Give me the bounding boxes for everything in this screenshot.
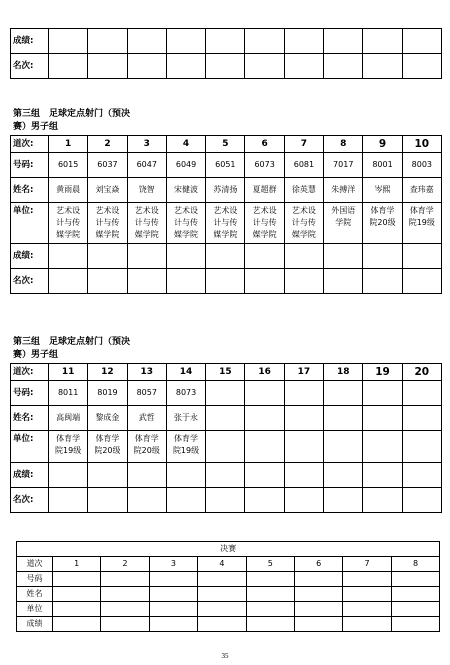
lane-cell: 16 [245,364,284,381]
final-number-row [17,572,440,587]
number-cell: 8003 [402,153,441,178]
lane-cell: 11 [49,364,88,381]
number-cell: 6051 [206,153,245,178]
number-cell: 6049 [166,153,205,178]
name-cell [206,406,245,431]
lane-cell: 1 [49,136,88,153]
number-cell [363,381,402,406]
name-row [11,178,442,203]
number-cell: 8001 [363,153,402,178]
number-cell: 6073 [245,153,284,178]
name-cell: 徐英慧 [284,178,323,203]
rank-label: 名次: [11,54,49,79]
lane-cell: 19 [363,364,402,381]
final-score-row [17,617,440,632]
final-lane-cell: 4 [198,557,246,572]
rank-row [11,269,442,294]
lane-cell: 18 [324,364,363,381]
unit-cell: 艺术设 计与传 媒学院 [284,203,323,244]
unit-cell: 艺术设 计与传 媒学院 [49,203,88,244]
unit-label: 单位: [11,203,49,244]
final-lane-cell: 5 [246,557,294,572]
unit-label: 单位: [11,431,49,463]
name-cell [245,406,284,431]
final-unit-label: 单位 [17,602,53,617]
final-lane-cell: 2 [101,557,149,572]
final-table [16,541,440,632]
final-name-row [17,587,440,602]
number-cell: 8019 [88,381,127,406]
rank-row [11,54,442,79]
final-lane-cell: 6 [294,557,342,572]
final-name-label: 姓名 [17,587,53,602]
unit-cell: 艺术设 计与传 媒学院 [88,203,127,244]
lane-cell: 7 [284,136,323,153]
number-cell: 7017 [324,153,363,178]
lane-cell: 13 [127,364,166,381]
lane-cell: 17 [284,364,323,381]
number-cell [324,381,363,406]
unit-cell [402,431,441,463]
name-label: 姓名: [11,178,49,203]
name-cell [363,406,402,431]
lane-cell: 12 [88,364,127,381]
rank-label: 名次: [11,488,49,513]
number-label: 号码: [11,153,49,178]
section3-title [13,336,183,361]
final-lane-cell: 7 [343,557,391,572]
lane-cell: 14 [166,364,205,381]
number-cell: 6037 [88,153,127,178]
final-title-row [17,542,440,557]
number-label: 号码: [11,381,49,406]
lane-cell: 3 [127,136,166,153]
number-cell: 8011 [49,381,88,406]
unit-cell: 艺术设 计与传 媒学院 [245,203,284,244]
name-cell: 查玮嘉 [402,178,441,203]
lane-cell: 9 [363,136,402,153]
lane-cell: 8 [324,136,363,153]
name-label: 姓名: [11,406,49,431]
rank-row [11,488,442,513]
lane-row [11,364,442,381]
name-cell: 夏超群 [245,178,284,203]
name-cell: 朱搏洋 [324,178,363,203]
unit-row [11,203,442,244]
lane-label: 道次: [11,364,49,381]
unit-row [11,431,442,463]
name-cell [284,406,323,431]
unit-cell: 体育学 院19级 [166,431,205,463]
unit-cell: 艺术设 计与传 媒学院 [166,203,205,244]
unit-cell: 体育学 院19级 [49,431,88,463]
unit-cell: 外国语 学院 [324,203,363,244]
section2-title-line2: 赛）男子组 [13,121,59,132]
unit-cell: 艺术设 计与传 媒学院 [206,203,245,244]
score-row [11,463,442,488]
final-title: 决赛 [17,542,440,557]
name-cell: 宋健波 [166,178,205,203]
name-cell: 武哲 [127,406,166,431]
name-cell: 黄雨晨 [49,178,88,203]
number-cell: 8073 [166,381,205,406]
number-cell [284,381,323,406]
unit-cell: 体育学 院20级 [88,431,127,463]
name-cell: 高闽端 [49,406,88,431]
section2-heat-table [10,135,442,294]
lane-cell: 15 [206,364,245,381]
name-cell [402,406,441,431]
lane-cell: 2 [88,136,127,153]
name-cell: 刘宝焱 [88,178,127,203]
unit-cell: 体育学 院20级 [127,431,166,463]
lane-label: 道次: [11,136,49,153]
score-row [11,29,442,54]
number-cell: 6015 [49,153,88,178]
unit-cell [206,431,245,463]
name-cell [324,406,363,431]
score-row [11,244,442,269]
score-label: 成绩: [11,29,49,54]
score-label: 成绩: [11,244,49,269]
lane-cell: 20 [402,364,441,381]
number-row [11,153,442,178]
final-score-label: 成绩 [17,617,53,632]
unit-cell [324,431,363,463]
final-lane-label: 道次 [17,557,53,572]
number-cell: 6081 [284,153,323,178]
unit-cell [245,431,284,463]
final-unit-row [17,602,440,617]
number-cell: 6047 [127,153,166,178]
lane-cell: 4 [166,136,205,153]
name-cell: 张于永 [166,406,205,431]
number-cell [206,381,245,406]
number-row [11,381,442,406]
unit-cell: 体育学 院19级 [402,203,441,244]
unit-cell: 体育学 院20级 [363,203,402,244]
rank-label: 名次: [11,269,49,294]
final-lane-row [17,557,440,572]
unit-cell [284,431,323,463]
lane-cell: 10 [402,136,441,153]
number-cell: 8057 [127,381,166,406]
unit-cell: 艺术设 计与传 媒学院 [127,203,166,244]
unit-cell [363,431,402,463]
name-cell: 黎成金 [88,406,127,431]
top-results-table [10,28,442,79]
final-lane-cell: 8 [391,557,440,572]
lane-row [11,136,442,153]
section3-heat-table [10,363,442,513]
page-number: 35 [221,652,229,660]
final-lane-cell: 1 [53,557,101,572]
number-cell [402,381,441,406]
number-cell [245,381,284,406]
section3-title-line2: 赛）男子组 [13,349,59,360]
lane-cell: 6 [245,136,284,153]
name-cell: 岑熙 [363,178,402,203]
final-number-label: 号码 [17,572,53,587]
name-cell: 苏清扬 [206,178,245,203]
lane-cell: 5 [206,136,245,153]
name-cell: 饶智 [127,178,166,203]
name-row [11,406,442,431]
section2-title-line1: 第三组 足球定点射门（预决 [13,109,131,119]
score-label: 成绩: [11,463,49,488]
final-lane-cell: 3 [149,557,197,572]
section3-title-line1: 第三组 足球定点射门（预决 [13,337,131,347]
section2-title [13,108,183,133]
